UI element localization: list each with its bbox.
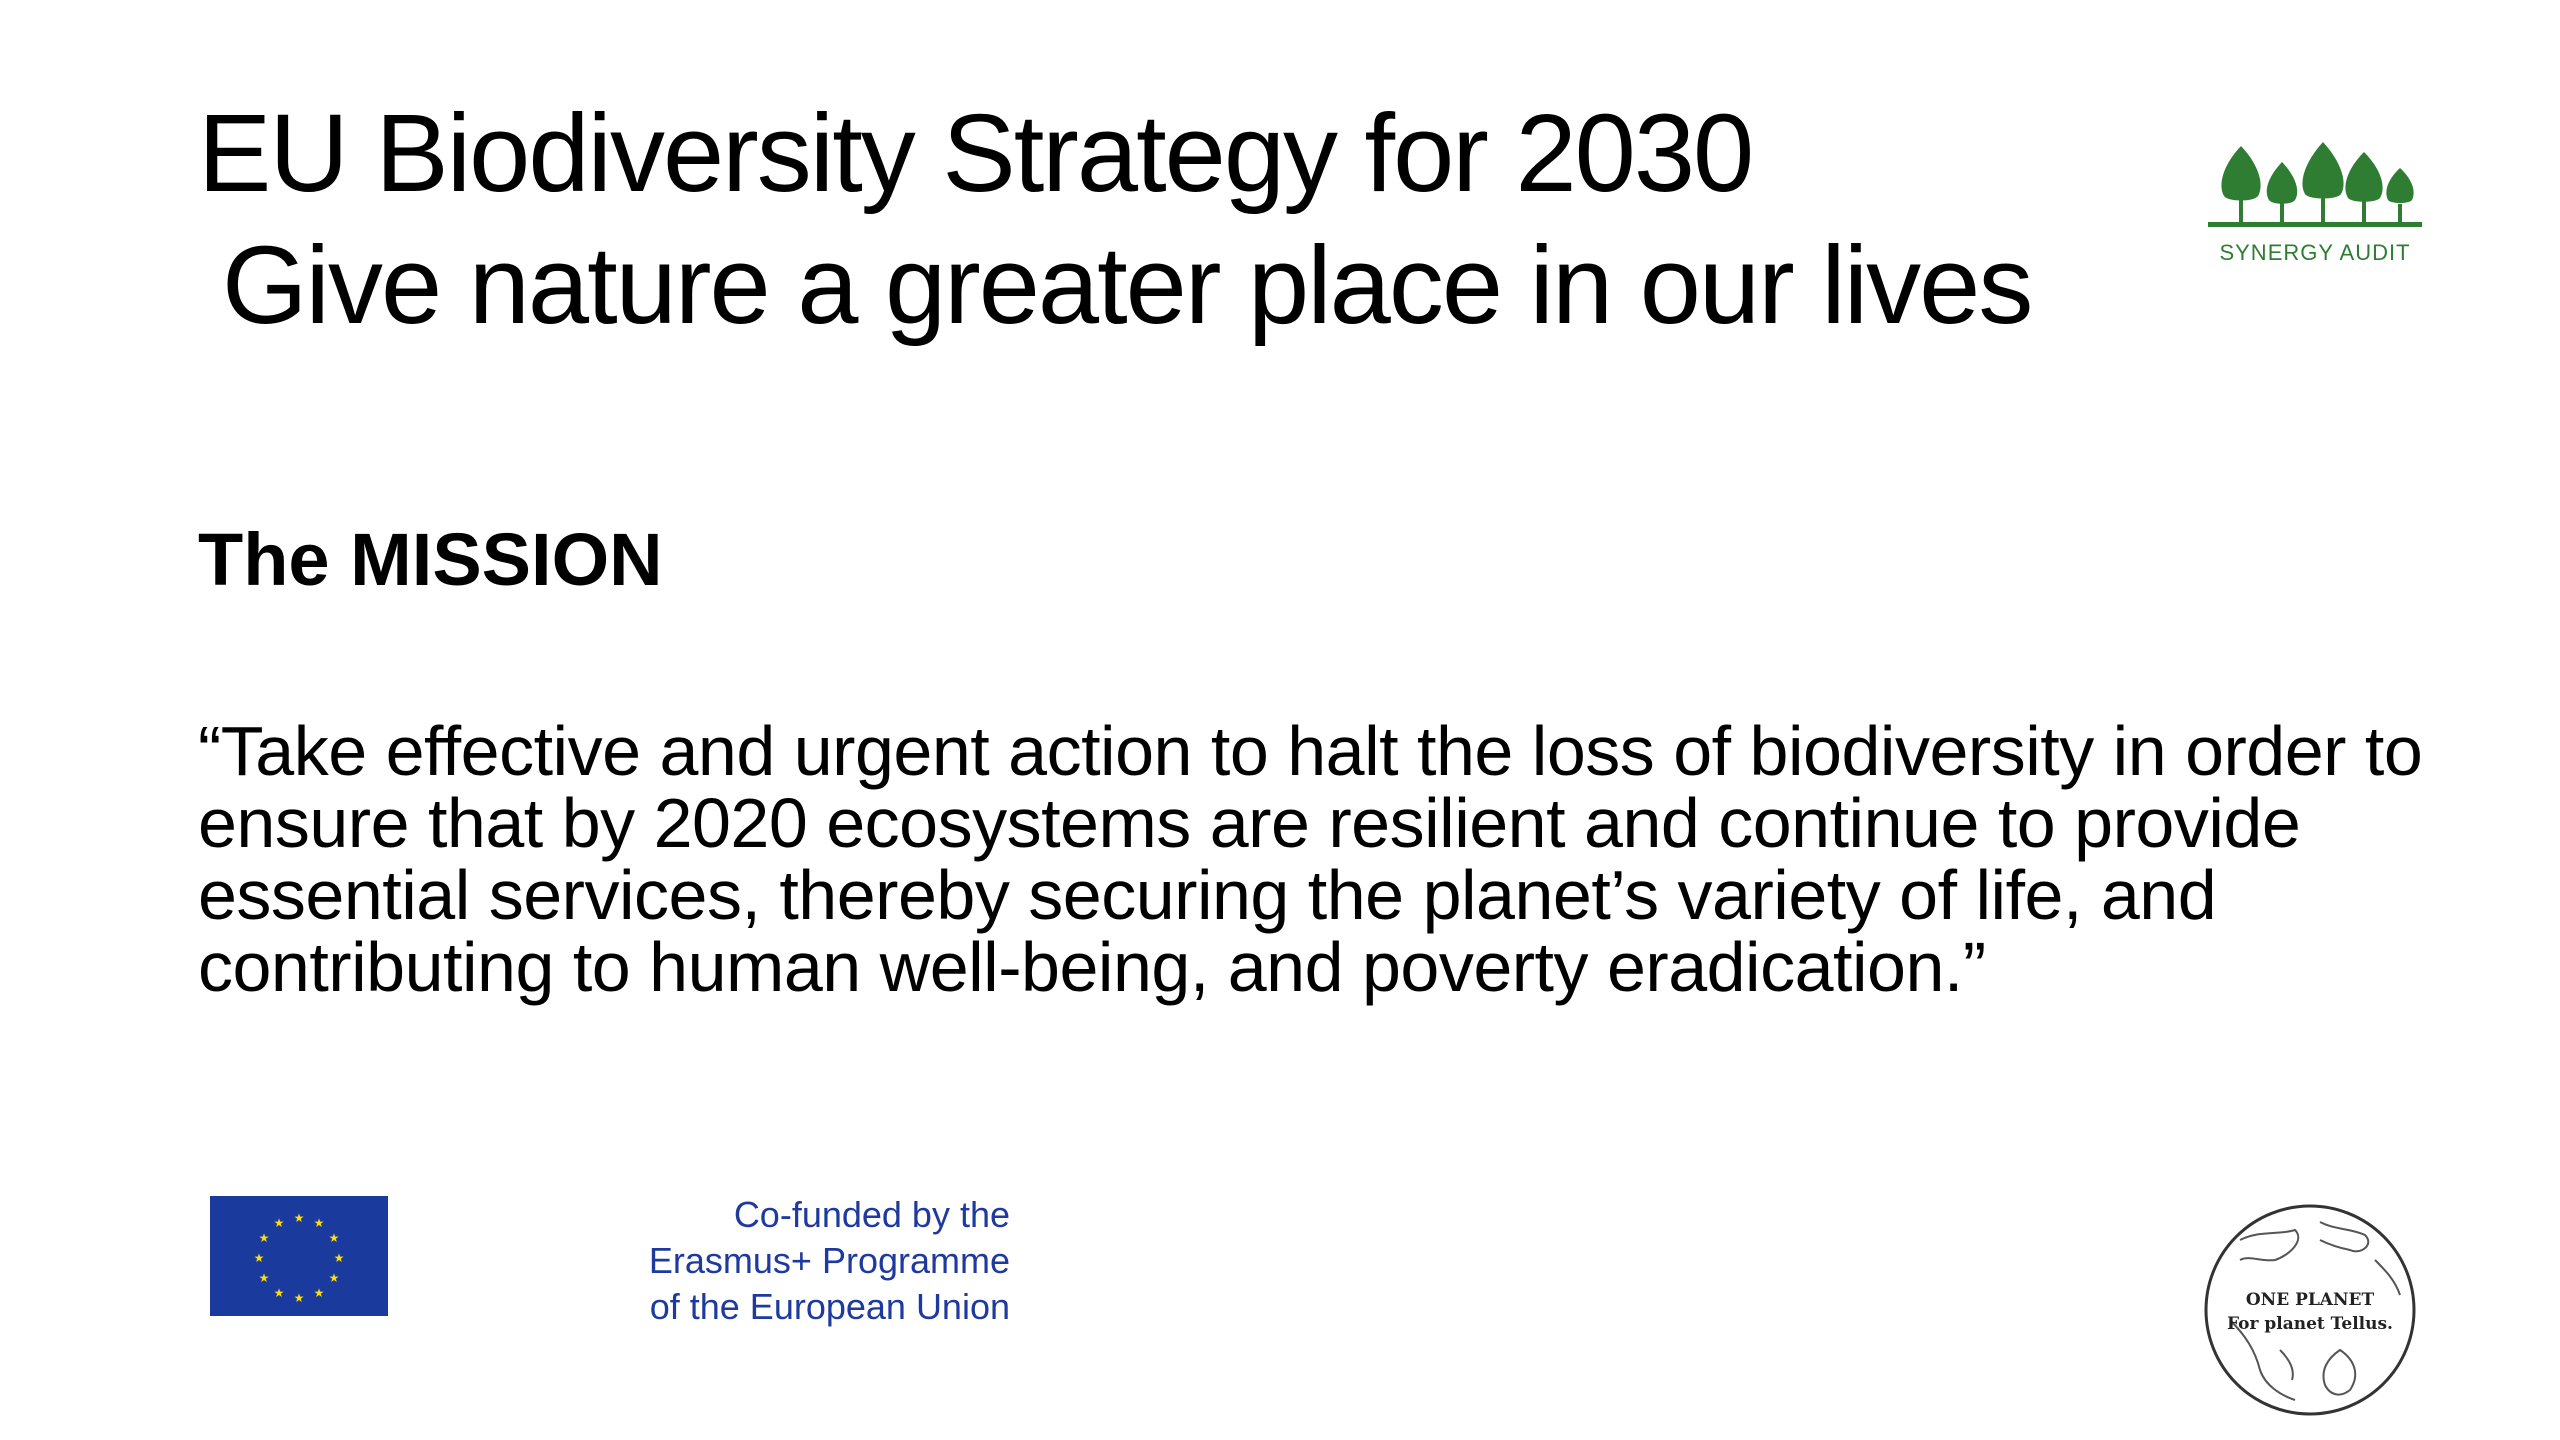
svg-text:★: ★	[253, 1251, 265, 1265]
svg-text:★: ★	[328, 1271, 340, 1285]
synergy-audit-text: SYNERGY AUDIT	[2219, 240, 2411, 265]
mission-heading: The MISSION	[198, 518, 663, 601]
one-planet-line-1: ONE PLANET	[2245, 1290, 2375, 1310]
title-line-1: EU Biodiversity Strategy for 2030	[198, 92, 1753, 215]
erasmus-text-line-2: Erasmus+ Programme	[648, 1240, 1010, 1281]
svg-text:★: ★	[258, 1271, 270, 1285]
svg-text:★: ★	[333, 1251, 345, 1265]
slide-title	[198, 88, 2031, 352]
svg-text:★: ★	[313, 1216, 325, 1230]
one-planet-text	[2200, 1288, 2420, 1336]
erasmus-text-line-1: Co-funded by the	[733, 1194, 1010, 1235]
title-line-2: Give nature a greater place in our lives	[222, 224, 2032, 347]
svg-text:★: ★	[258, 1231, 270, 1245]
one-planet-logo	[2200, 1200, 2420, 1420]
svg-text:★: ★	[293, 1211, 305, 1225]
eu-flag-icon	[210, 1196, 388, 1316]
synergy-audit-logo	[2200, 138, 2430, 268]
trees-icon	[2200, 138, 2430, 234]
one-planet-line-2: For planet Tellus.	[2227, 1314, 2393, 1334]
svg-text:★: ★	[328, 1231, 340, 1245]
svg-text:★: ★	[273, 1286, 285, 1300]
svg-text:★: ★	[273, 1216, 285, 1230]
erasmus-cofunding-block	[210, 1192, 1010, 1327]
svg-text:★: ★	[313, 1286, 325, 1300]
svg-text:★: ★	[293, 1291, 305, 1305]
mission-quote: “Take effective and urgent action to halt the loss of biodiversity in order to ensure that by 2020 ecosystems are resilient and continue to provide essential services, thereby securing the planet’s variety of life, and contributing to human well-being, and poverty eradication.”	[198, 712, 2423, 1006]
erasmus-text	[410, 1192, 1010, 1330]
erasmus-text-line-3: of the European Union	[649, 1286, 1010, 1327]
